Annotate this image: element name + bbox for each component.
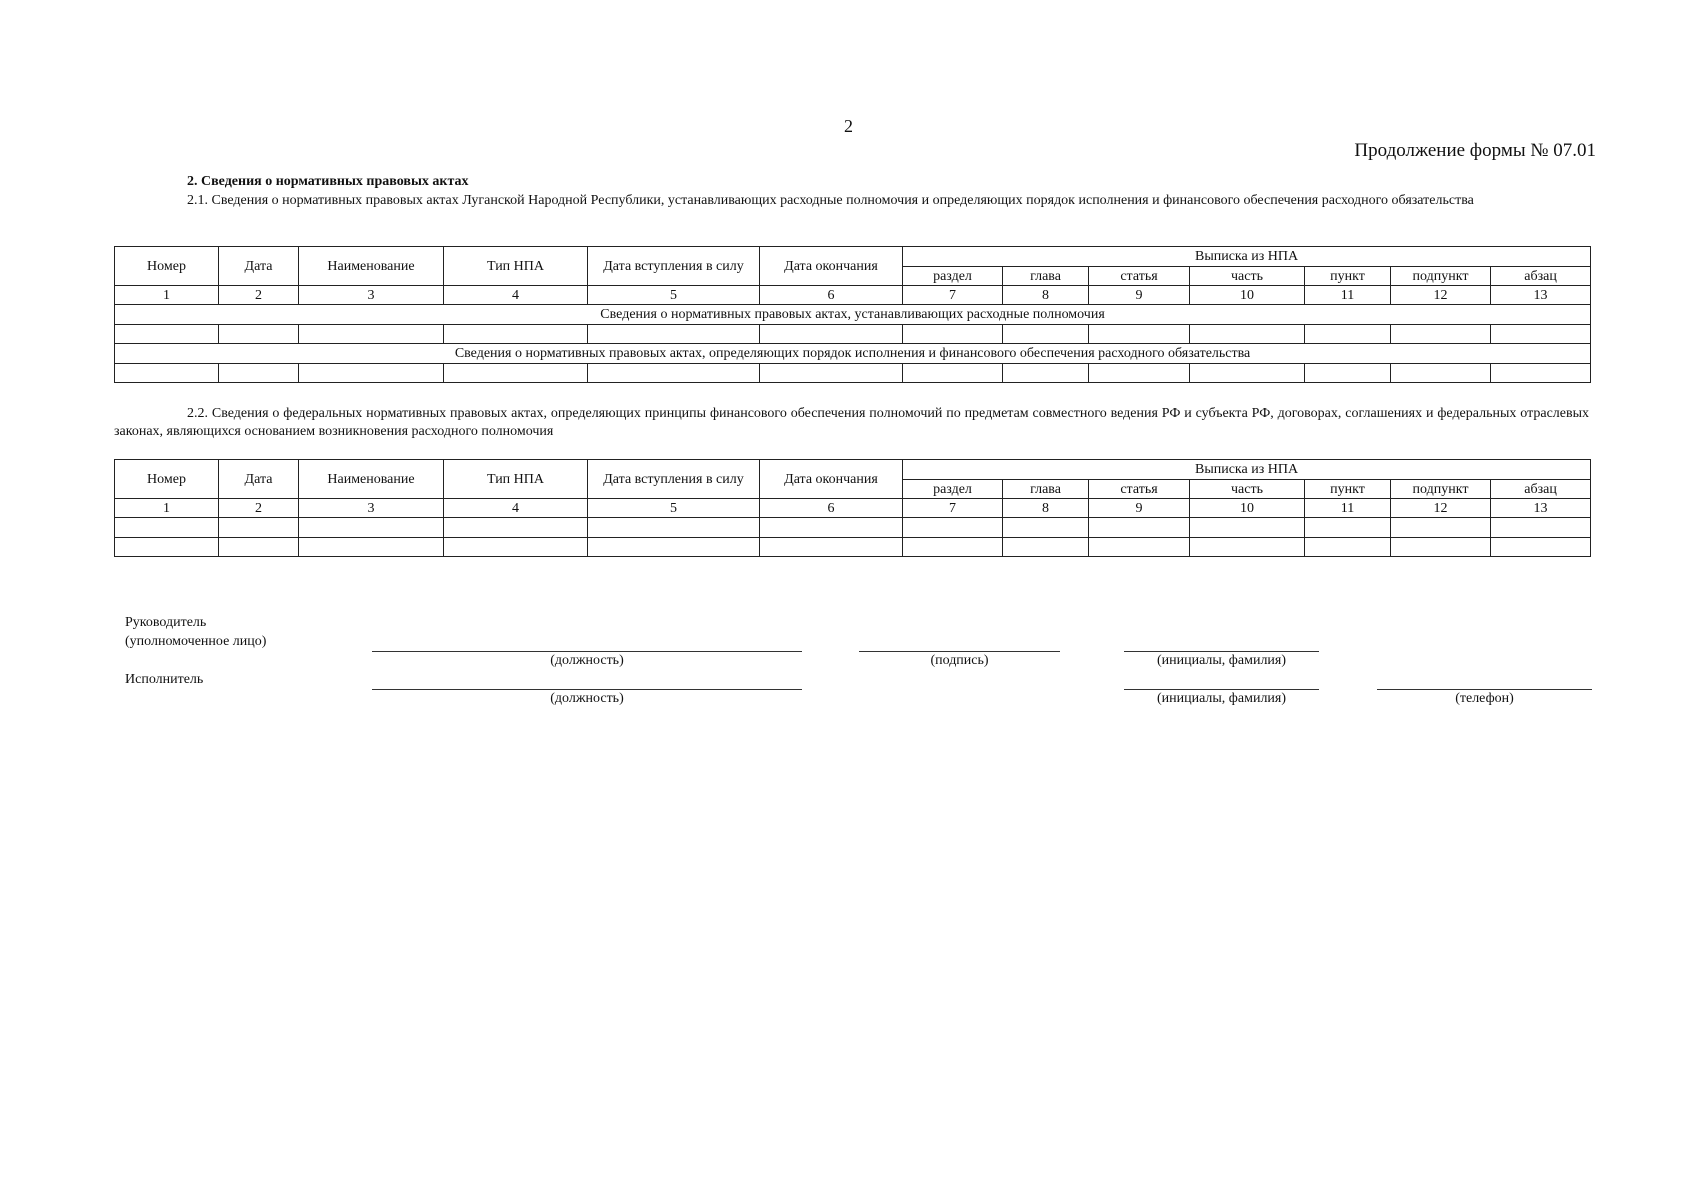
- table-cell[interactable]: [299, 538, 444, 557]
- table-row: [115, 518, 1591, 538]
- table-cell[interactable]: [1190, 325, 1305, 344]
- table-cell[interactable]: [760, 325, 903, 344]
- npa-table-1: [114, 246, 1591, 383]
- executor-label: Исполнитель: [125, 672, 204, 687]
- subheader-chapter: глава: [1003, 267, 1089, 286]
- subheader-item: пункт: [1305, 267, 1391, 286]
- table-cell[interactable]: [1190, 518, 1305, 538]
- header-end-date: Дата окончания: [760, 460, 903, 499]
- executor-phone-line[interactable]: [1377, 689, 1592, 690]
- subheader-subitem: подпункт: [1391, 267, 1491, 286]
- table-cell[interactable]: [1305, 518, 1391, 538]
- table-row: [115, 325, 1591, 344]
- table-cell[interactable]: [1391, 538, 1491, 557]
- table-cell[interactable]: [1089, 518, 1190, 538]
- table-row: [115, 364, 1591, 383]
- col-number: 12: [1391, 286, 1491, 305]
- col-number: 4: [444, 499, 588, 518]
- table-cell[interactable]: [903, 325, 1003, 344]
- table-cell[interactable]: [115, 538, 219, 557]
- subheader-subitem: подпункт: [1391, 480, 1491, 499]
- head-position-caption: (должность): [550, 653, 624, 668]
- table-cell[interactable]: [760, 538, 903, 557]
- col-number: 7: [903, 499, 1003, 518]
- table-cell[interactable]: [1190, 538, 1305, 557]
- subheader-paragraph: абзац: [1491, 480, 1591, 499]
- table-cell[interactable]: [115, 325, 219, 344]
- table-row: [115, 538, 1591, 557]
- subheader-section: раздел: [903, 267, 1003, 286]
- table-cell[interactable]: [1089, 538, 1190, 557]
- header-npa-extract: Выписка из НПА: [903, 460, 1591, 480]
- col-number: 10: [1190, 286, 1305, 305]
- col-number: 13: [1491, 286, 1591, 305]
- table-cell[interactable]: [1491, 538, 1591, 557]
- table-cell[interactable]: [903, 364, 1003, 383]
- col-number: 8: [1003, 286, 1089, 305]
- table-cell[interactable]: [588, 325, 760, 344]
- col-number: 4: [444, 286, 588, 305]
- section-row-procedure: Сведения о нормативных правовых актах, определяющих порядок исполнения и финансового обеспечения расходного обязательства: [115, 344, 1591, 364]
- table-cell[interactable]: [1391, 364, 1491, 383]
- header-npa-type: Тип НПА: [444, 460, 588, 499]
- executor-position-caption: (должность): [550, 691, 624, 706]
- table-cell[interactable]: [1491, 518, 1591, 538]
- table-cell[interactable]: [1305, 538, 1391, 557]
- table-cell[interactable]: [1305, 364, 1391, 383]
- subheader-item: пункт: [1305, 480, 1391, 499]
- col-number: 5: [588, 286, 760, 305]
- executor-phone-caption: (телефон): [1455, 691, 1514, 706]
- head-name-line[interactable]: [1124, 651, 1319, 652]
- header-date: Дата: [219, 460, 299, 499]
- table-cell[interactable]: [1190, 364, 1305, 383]
- col-number: 11: [1305, 286, 1391, 305]
- table-cell[interactable]: [299, 325, 444, 344]
- col-number: 1: [115, 286, 219, 305]
- table-cell[interactable]: [1391, 518, 1491, 538]
- table-cell[interactable]: [1491, 364, 1591, 383]
- col-number: 8: [1003, 499, 1089, 518]
- subheader-part: часть: [1190, 267, 1305, 286]
- col-number: 10: [1190, 499, 1305, 518]
- table-cell[interactable]: [588, 538, 760, 557]
- table-cell[interactable]: [299, 518, 444, 538]
- header-npa-extract: Выписка из НПА: [903, 247, 1591, 267]
- table-cell[interactable]: [1003, 325, 1089, 344]
- table-cell[interactable]: [299, 364, 444, 383]
- form-continuation: Продолжение формы № 07.01: [1354, 140, 1596, 161]
- head-signature-caption: (подпись): [930, 653, 989, 668]
- col-number: 3: [299, 286, 444, 305]
- table-cell[interactable]: [760, 364, 903, 383]
- table-cell[interactable]: [1003, 364, 1089, 383]
- header-name: Наименование: [299, 460, 444, 499]
- col-number: 2: [219, 499, 299, 518]
- table-cell[interactable]: [219, 538, 299, 557]
- subheader-section: раздел: [903, 480, 1003, 499]
- section-row-powers: Сведения о нормативных правовых актах, устанавливающих расходные полномочия: [115, 305, 1591, 325]
- col-number: 9: [1089, 499, 1190, 518]
- header-date: Дата: [219, 247, 299, 286]
- executor-position-line[interactable]: [372, 689, 802, 690]
- table-cell[interactable]: [444, 518, 588, 538]
- head-name-caption: (инициалы, фамилия): [1156, 653, 1287, 668]
- table-cell[interactable]: [1305, 325, 1391, 344]
- head-position-line[interactable]: [372, 651, 802, 652]
- col-number: 7: [903, 286, 1003, 305]
- head-label-line1: Руководитель: [125, 615, 207, 630]
- subheader-article: статья: [1089, 267, 1190, 286]
- col-number: 5: [588, 499, 760, 518]
- table-cell[interactable]: [219, 325, 299, 344]
- page-number: 2: [844, 116, 853, 136]
- table-cell[interactable]: [760, 518, 903, 538]
- col-number: 13: [1491, 499, 1591, 518]
- table-cell[interactable]: [1089, 325, 1190, 344]
- table-cell[interactable]: [903, 518, 1003, 538]
- header-name: Наименование: [299, 247, 444, 286]
- table-cell[interactable]: [219, 364, 299, 383]
- col-number: 1: [115, 499, 219, 518]
- table-cell[interactable]: [444, 364, 588, 383]
- subheader-paragraph: абзац: [1491, 267, 1591, 286]
- table-cell[interactable]: [1003, 518, 1089, 538]
- header-number: Номер: [115, 247, 219, 286]
- col-number: 12: [1391, 499, 1491, 518]
- table-cell[interactable]: [588, 518, 760, 538]
- table-cell[interactable]: [1491, 325, 1591, 344]
- col-number: 11: [1305, 499, 1391, 518]
- npa-table-2: [114, 459, 1591, 557]
- subheader-article: статья: [1089, 480, 1190, 499]
- executor-name-line[interactable]: [1124, 689, 1319, 690]
- table-cell[interactable]: [1391, 325, 1491, 344]
- header-effective-date: Дата вступления в силу: [588, 247, 760, 286]
- col-number: 6: [760, 286, 903, 305]
- header-end-date: Дата окончания: [760, 247, 903, 286]
- table-cell[interactable]: [903, 538, 1003, 557]
- table-cell[interactable]: [1089, 364, 1190, 383]
- header-effective-date: Дата вступления в силу: [588, 460, 760, 499]
- section-title: 2. Сведения о нормативных правовых актах: [187, 174, 469, 189]
- col-number: 2: [219, 286, 299, 305]
- table-cell[interactable]: [219, 518, 299, 538]
- head-signature-line[interactable]: [859, 651, 1060, 652]
- head-label-line2: (уполномоченное лицо): [125, 634, 267, 649]
- table-cell[interactable]: [1003, 538, 1089, 557]
- col-number: 6: [760, 499, 903, 518]
- table-cell[interactable]: [444, 538, 588, 557]
- subsection-2-2-text: 2.2. Сведения о федеральных нормативных правовых актах, определяющих принципы финансового обеспечения полномочий по предметам совместного ведения РФ и субъекта РФ, договорах, соглашениях и федеральных отраслевых законах, являющихся основанием возникновения расходного полномочия: [114, 406, 1589, 439]
- table-cell[interactable]: [115, 518, 219, 538]
- table-cell[interactable]: [588, 364, 760, 383]
- subheader-part: часть: [1190, 480, 1305, 499]
- table-cell[interactable]: [444, 325, 588, 344]
- subsection-2-1-text: 2.1. Сведения о нормативных правовых актах Луганской Народной Республики, устанавливающих расходные полномочия и определяющих порядок исполнения и финансового обеспечения расходного обязательства: [187, 193, 1474, 208]
- header-npa-type: Тип НПА: [444, 247, 588, 286]
- header-number: Номер: [115, 460, 219, 499]
- table-cell[interactable]: [115, 364, 219, 383]
- executor-name-caption: (инициалы, фамилия): [1156, 691, 1287, 706]
- col-number: 9: [1089, 286, 1190, 305]
- subheader-chapter: глава: [1003, 480, 1089, 499]
- col-number: 3: [299, 499, 444, 518]
